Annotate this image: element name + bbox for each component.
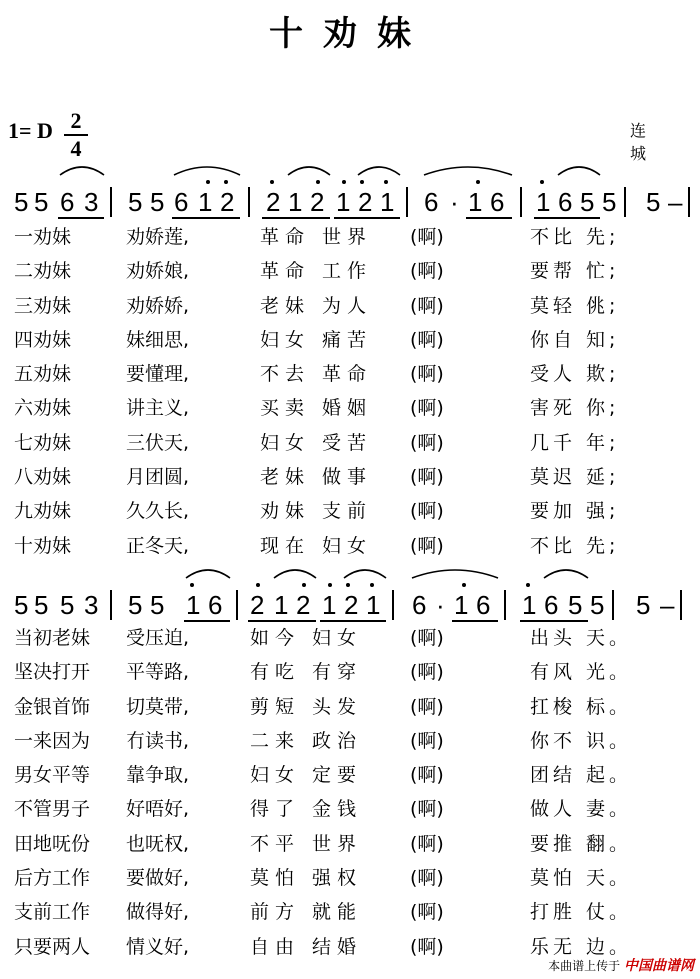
composer: 连城 xyxy=(630,121,667,163)
lyric-cell: 做得好, xyxy=(126,901,190,924)
lyric-cell: (啊) xyxy=(410,764,444,787)
note: 3 xyxy=(84,590,99,620)
lyric-cell: (啊) xyxy=(410,466,444,489)
lyric-cell: 现在 妇女 xyxy=(260,534,373,557)
note: 5 xyxy=(14,187,29,217)
lyric-row xyxy=(0,422,700,456)
time-signature xyxy=(66,108,86,162)
note: 5 xyxy=(150,187,165,217)
lyric-cell: 六劝妹 xyxy=(14,397,72,420)
lyric-cell: (啊) xyxy=(410,294,444,317)
lyric-row xyxy=(0,216,700,250)
lyric-cell: 八劝妹 xyxy=(14,466,72,489)
lyric-cell: 扛梭 标。 xyxy=(530,695,633,718)
note: – xyxy=(668,187,683,217)
lyric-cell: 要懂理, xyxy=(126,363,190,386)
lyric-cell: 坚决打开 xyxy=(14,661,91,684)
note: 3 xyxy=(84,187,99,217)
lyric-row xyxy=(0,490,700,524)
slur xyxy=(412,570,498,578)
lyric-cell: 受压迫, xyxy=(126,627,190,649)
lyric-row xyxy=(0,456,700,490)
lyric-row xyxy=(0,857,700,891)
lyric-cell: 要帮 忙; xyxy=(530,260,620,283)
lyric-cell: 得了 金钱 xyxy=(250,798,363,821)
note: 5 xyxy=(128,590,143,620)
lyric-cell: (啊) xyxy=(410,260,444,283)
slur xyxy=(558,167,600,175)
lyric-cell: 后方工作 xyxy=(14,867,91,890)
note: 2 xyxy=(266,187,281,217)
key-signature: 1= D xyxy=(8,118,53,143)
slur xyxy=(288,167,330,175)
lyric-cell: 莫迟 延; xyxy=(530,466,620,489)
lyric-cell: 几千 年; xyxy=(530,431,620,454)
lyric-cell: 金银首饰 xyxy=(14,695,91,718)
lyric-cell: 买卖 婚姻 xyxy=(260,397,373,420)
lyric-row xyxy=(0,891,700,925)
lyric-cell: 妇女 痛苦 xyxy=(260,328,373,351)
note: – xyxy=(660,590,675,620)
lyric-cell: (啊) xyxy=(410,363,444,386)
note: 2 xyxy=(296,590,311,620)
note: 5 xyxy=(34,187,49,217)
lyric-cell: 切莫带, xyxy=(126,695,190,718)
lyric-cell: (啊) xyxy=(410,729,444,752)
lyric-cell: 七劝妹 xyxy=(14,431,72,454)
note: 6 xyxy=(424,187,439,217)
slur xyxy=(358,167,400,175)
lyric-cell: 不管男子 xyxy=(14,798,91,821)
lyric-cell: 出头 天。 xyxy=(530,627,633,649)
lyric-cell: 一来因为 xyxy=(14,729,91,752)
lyric-cell: 不平 世界 xyxy=(250,832,363,855)
lyric-cell: 老妹 为人 xyxy=(260,294,373,317)
lyric-cell: 剪短 头发 xyxy=(250,695,363,718)
note: 1 xyxy=(522,590,537,620)
time-signature-top: 2 xyxy=(70,108,82,133)
lyric-cell: 打胜 仗。 xyxy=(530,901,633,924)
lyric-cell: 十劝妹 xyxy=(14,534,72,557)
note: 6 xyxy=(490,187,505,217)
lyric-cell: 劝娇莲, xyxy=(126,226,190,248)
lyric-cell: 妇女 定要 xyxy=(250,764,363,787)
note: 6 xyxy=(558,187,573,217)
lyric-row xyxy=(0,823,700,857)
note: 6 xyxy=(544,590,559,620)
lyric-row xyxy=(0,525,700,559)
lyric-cell: 如今 妇女 xyxy=(250,627,363,649)
lyric-cell: 五劝妹 xyxy=(14,363,72,386)
note: 5 xyxy=(128,187,143,217)
lyric-row xyxy=(0,285,700,319)
lyric-cell: (啊) xyxy=(410,832,444,855)
lyric-row xyxy=(0,720,700,754)
lyric-row xyxy=(0,353,700,387)
lyric-cell: 有风 光。 xyxy=(530,661,633,684)
note: 1 xyxy=(536,187,551,217)
note: 1 xyxy=(288,187,303,217)
lyric-cell: 二来 政治 xyxy=(250,729,363,752)
lyric-cell: 三劝妹 xyxy=(14,294,72,317)
lyric-row xyxy=(0,250,700,284)
lyric-cell: 男女平等 xyxy=(14,764,91,787)
lyric-cell: 劝娇娘, xyxy=(126,260,190,283)
lyric-cell: 要推 翻。 xyxy=(530,832,633,855)
lyric-cell: 妹细思, xyxy=(126,328,190,351)
lyric-cell: (啊) xyxy=(410,901,444,924)
lyric-cell: 革命 工作 xyxy=(260,260,373,283)
note: 1 xyxy=(198,187,213,217)
lyric-cell: 当初老妹 xyxy=(14,627,91,649)
lyric-cell: 革命 世界 xyxy=(260,226,373,248)
note: 6 xyxy=(174,187,189,217)
lyric-cell: 要加 强; xyxy=(530,500,620,523)
note: 2 xyxy=(250,590,265,620)
lyric-cell: 莫轻 佻; xyxy=(530,294,620,317)
lyric-cell: 讲主义, xyxy=(126,397,190,420)
lyric-row xyxy=(0,617,700,651)
note: 1 xyxy=(274,590,289,620)
lyric-cell: (啊) xyxy=(410,328,444,351)
note: 5 xyxy=(34,590,49,620)
slur xyxy=(424,167,512,175)
lyric-cell: 三伏天, xyxy=(126,431,190,454)
lyric-cell: 自由 结婚 xyxy=(250,935,363,958)
slur xyxy=(544,570,588,578)
lyric-cell: 好唔好, xyxy=(126,798,190,821)
note: 1 xyxy=(336,187,351,217)
time-signature-bottom: 4 xyxy=(70,136,82,161)
notation-line-2 xyxy=(0,578,700,618)
note: 1 xyxy=(186,590,201,620)
lyric-cell: 靠争取, xyxy=(126,764,190,787)
note: 5 xyxy=(60,590,75,620)
song-title: 十劝妹 xyxy=(269,14,431,54)
note: 6 xyxy=(476,590,491,620)
slur-layer xyxy=(0,163,700,203)
note: 1 xyxy=(454,590,469,620)
lyric-cell: (啊) xyxy=(410,500,444,523)
lyric-row xyxy=(0,754,700,788)
slur xyxy=(174,167,240,175)
lyric-cell: 田地呒份 xyxy=(14,832,91,855)
lyric-cell: 九劝妹 xyxy=(14,500,72,523)
note: 1 xyxy=(380,187,395,217)
lyric-cell: 老妹 做事 xyxy=(260,466,373,489)
lyric-row xyxy=(0,387,700,421)
lyric-cell: 团结 起。 xyxy=(530,764,633,787)
lyric-cell: 受人 欺; xyxy=(530,363,620,386)
lyric-cell: 莫怕 天。 xyxy=(530,867,633,890)
lyric-cell: 不去 革命 xyxy=(260,363,373,386)
lyric-cell: (啊) xyxy=(410,627,444,649)
note: 1 xyxy=(366,590,381,620)
lyric-cell: (啊) xyxy=(410,798,444,821)
lyric-cell: 只要两人 xyxy=(14,935,91,958)
lyric-cell: 劝娇娇, xyxy=(126,294,190,317)
lyric-cell: 月团圆, xyxy=(126,466,190,489)
notation-line-1 xyxy=(0,175,700,215)
note: 5 xyxy=(590,590,605,620)
note: 5 xyxy=(14,590,29,620)
lyric-cell: 支前工作 xyxy=(14,901,91,924)
note: 2 xyxy=(358,187,373,217)
lyric-cell: 情义好, xyxy=(126,935,190,958)
lyric-cell: 一劝妹 xyxy=(14,226,72,248)
lyric-cell: (啊) xyxy=(410,431,444,454)
lyric-cell: 妇女 受苦 xyxy=(260,431,373,454)
note: 2 xyxy=(344,590,359,620)
lyric-cell: 劝妹 支前 xyxy=(260,500,373,523)
lyric-cell: 乐无 边。 xyxy=(530,935,633,958)
lyric-cell: (啊) xyxy=(410,661,444,684)
note: 2 xyxy=(220,187,235,217)
lyric-cell: 前方 就能 xyxy=(250,901,363,924)
note: · xyxy=(436,590,445,620)
lyric-row xyxy=(0,651,700,685)
lyric-row xyxy=(0,788,700,822)
lyric-cell: (啊) xyxy=(410,534,444,557)
note: 5 xyxy=(150,590,165,620)
note: · xyxy=(450,187,459,217)
slur xyxy=(344,570,386,578)
lyric-cell: 做人 妻。 xyxy=(530,798,633,821)
lyric-cell: (啊) xyxy=(410,226,444,248)
lyrics-block-2 xyxy=(0,617,700,960)
lyric-cell: 也呒权, xyxy=(126,832,190,855)
lyric-cell: 不比 先; xyxy=(530,534,620,557)
note: 5 xyxy=(646,187,661,217)
lyric-cell: 你自 知; xyxy=(530,328,620,351)
lyric-cell: 平等路, xyxy=(126,661,190,684)
lyric-cell: 莫怕 强权 xyxy=(250,867,363,890)
lyric-cell: 久久长, xyxy=(126,500,190,523)
lyric-cell: 你不 识。 xyxy=(530,729,633,752)
note: 6 xyxy=(208,590,223,620)
lyric-cell: 不比 先; xyxy=(530,226,620,248)
lyric-cell: 害死 你; xyxy=(530,397,620,420)
note: 5 xyxy=(580,187,595,217)
lyric-cell: 有吃 有穿 xyxy=(250,661,363,684)
lyric-cell: 要做好, xyxy=(126,867,190,890)
lyric-cell: (啊) xyxy=(410,397,444,420)
lyric-cell: (啊) xyxy=(410,867,444,890)
lyric-row xyxy=(0,319,700,353)
note: 5 xyxy=(568,590,583,620)
note: 5 xyxy=(602,187,617,217)
lyric-cell: 正冬天, xyxy=(126,534,190,557)
note: 2 xyxy=(310,187,325,217)
footer-text: 本曲谱上传于 xyxy=(548,959,621,973)
lyric-cell: 四劝妹 xyxy=(14,328,72,351)
slur-layer xyxy=(0,566,700,606)
lyric-cell: (啊) xyxy=(410,935,444,958)
lyric-cell: 二劝妹 xyxy=(14,260,72,283)
lyric-cell: (啊) xyxy=(410,695,444,718)
note: 1 xyxy=(322,590,337,620)
note: 5 xyxy=(636,590,651,620)
note: 6 xyxy=(412,590,427,620)
slur xyxy=(60,167,104,175)
lyrics-block-1 xyxy=(0,216,700,559)
note: 1 xyxy=(468,187,483,217)
footer xyxy=(548,955,694,975)
lyric-row xyxy=(0,686,700,720)
footer-logo[interactable]: 中国曲谱网 xyxy=(624,958,694,974)
note: 6 xyxy=(60,187,75,217)
slur xyxy=(274,570,316,578)
slur xyxy=(186,570,230,578)
lyric-cell: 冇读书, xyxy=(126,729,190,752)
